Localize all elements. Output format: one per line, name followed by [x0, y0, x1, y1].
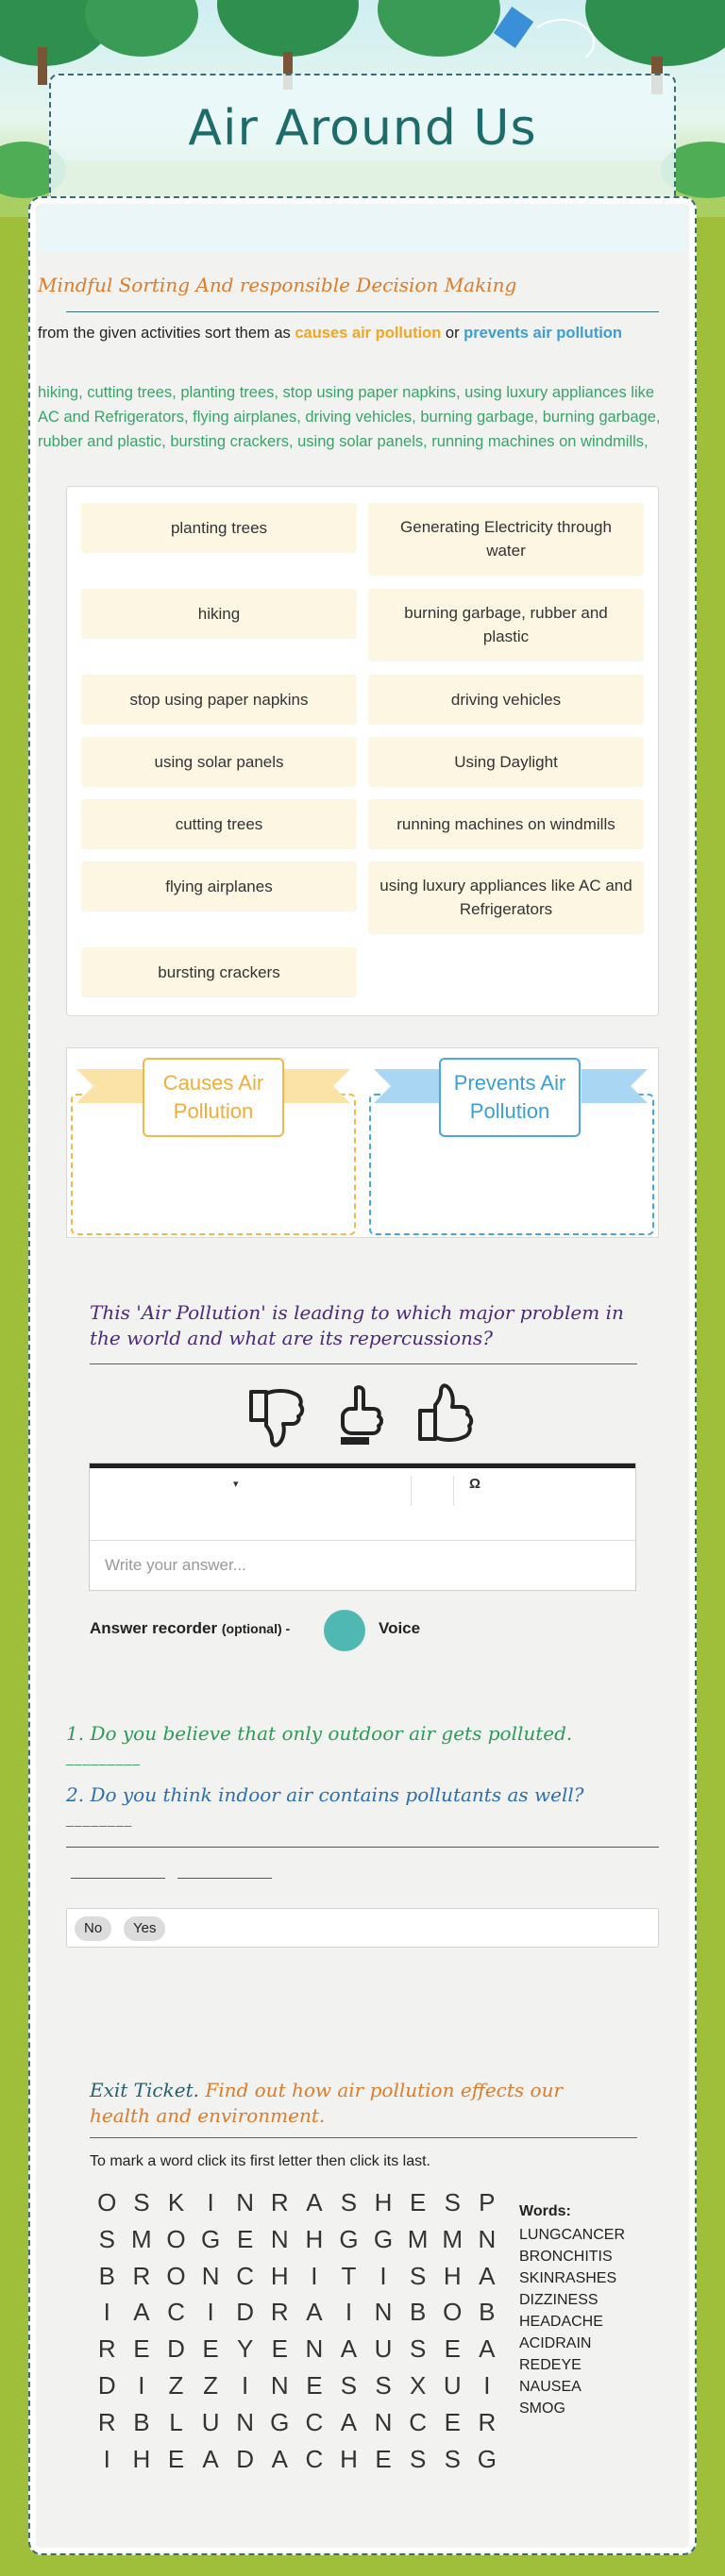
- sort-card[interactable]: cutting trees: [81, 799, 357, 848]
- voice-label: Voice: [379, 1619, 421, 1637]
- word-search-row: [90, 2294, 505, 2331]
- word-list-item: SKINRASHES: [519, 2270, 617, 2286]
- word-search-letter[interactable]: N: [478, 2224, 497, 2253]
- word-search-letter[interactable]: T: [341, 2261, 357, 2290]
- word-search-letter[interactable]: R: [270, 2188, 289, 2216]
- word-search-letter[interactable]: S: [133, 2188, 150, 2216]
- word-search-letter[interactable]: H: [305, 2224, 324, 2253]
- word-search-letter[interactable]: O: [97, 2188, 117, 2216]
- word-search-letter[interactable]: K: [167, 2188, 185, 2216]
- word-search-letter[interactable]: S: [340, 2370, 358, 2400]
- word-search-letter[interactable]: E: [271, 2334, 288, 2364]
- word-search-letter[interactable]: G: [200, 2224, 221, 2253]
- causes-term: causes air pollution: [295, 325, 442, 342]
- word-search-letter[interactable]: Z: [168, 2370, 184, 2400]
- word-search-letter[interactable]: A: [271, 2444, 288, 2473]
- sort-card[interactable]: Using Daylight: [368, 737, 644, 786]
- word-search-row: [90, 2258, 505, 2295]
- word-search-letter[interactable]: E: [167, 2444, 185, 2473]
- word-search-row: [90, 2221, 505, 2258]
- question-1: 1. Do you believe that only outdoor air gets polluted.: [66, 1722, 573, 1745]
- word-search-letter[interactable]: H: [340, 2444, 358, 2473]
- word-search-letter[interactable]: C: [167, 2298, 185, 2327]
- word-search-letter[interactable]: A: [202, 2444, 219, 2473]
- word-search-row: [90, 2184, 505, 2221]
- sort-card[interactable]: flying airplanes: [81, 861, 357, 911]
- word-search-letter[interactable]: S: [444, 2188, 461, 2216]
- word-list-item: BRONCHITIS: [519, 2249, 613, 2265]
- yes-no-choices: [66, 1908, 659, 1948]
- word-search-letter[interactable]: E: [444, 2407, 461, 2436]
- thumbs-down-icon[interactable]: [244, 1382, 310, 1448]
- word-search-letter[interactable]: P: [479, 2188, 496, 2216]
- exit-ticket-title: [90, 2078, 618, 2129]
- word-search-letter[interactable]: S: [98, 2224, 115, 2253]
- word-search-letter[interactable]: R: [97, 2334, 116, 2364]
- title-card: [49, 74, 676, 196]
- word-search-letter[interactable]: S: [409, 2261, 427, 2290]
- word-search-letter[interactable]: I: [103, 2444, 110, 2473]
- word-search-letter[interactable]: E: [133, 2334, 150, 2364]
- sorting-instructions: [38, 321, 661, 345]
- word-search-letter[interactable]: U: [374, 2334, 393, 2364]
- word-list-item: DIZZINESS: [519, 2292, 599, 2308]
- sorting-bins: [66, 1047, 659, 1238]
- sort-card[interactable]: using solar panels: [81, 737, 357, 786]
- page-title: Air Around Us: [188, 100, 537, 157]
- word-search-letter[interactable]: G: [373, 2224, 394, 2253]
- prevents-term: prevents air pollution: [464, 325, 622, 342]
- sort-card[interactable]: driving vehicles: [368, 675, 644, 724]
- answer-recorder-label: [90, 1619, 290, 1638]
- word-search-letter[interactable]: D: [97, 2370, 116, 2400]
- word-search-letter[interactable]: G: [339, 2224, 359, 2253]
- word-list-heading: Words:: [519, 2203, 571, 2219]
- answer-input[interactable]: Write your answer...: [105, 1556, 246, 1574]
- word-search-letter[interactable]: B: [98, 2261, 115, 2290]
- word-search-letter[interactable]: M: [131, 2224, 152, 2253]
- answer-blank-2[interactable]: [177, 1878, 272, 1879]
- question-1-dashes: _________: [66, 1750, 142, 1765]
- word-search-letter[interactable]: O: [166, 2224, 186, 2253]
- question-2: 2. Do you think indoor air contains pollutants as well?: [66, 1783, 584, 1806]
- word-search-letter[interactable]: L: [169, 2407, 183, 2436]
- word-search-grid: [90, 2184, 505, 2477]
- recorder-optional-text: (optional) -: [221, 1621, 291, 1636]
- exit-ticket-text: Find out how air pollution effects our health and environment.: [90, 2079, 564, 2127]
- answer-editor: [89, 1463, 636, 1591]
- word-search-letter[interactable]: D: [236, 2444, 255, 2473]
- word-list-item: HEADACHE: [519, 2314, 603, 2330]
- word-search-letter[interactable]: D: [167, 2334, 185, 2364]
- word-search-letter[interactable]: C: [409, 2407, 428, 2436]
- word-list-item: ACIDRAIN: [519, 2335, 592, 2351]
- word-search-letter[interactable]: R: [97, 2407, 116, 2436]
- sort-card[interactable]: burning garbage, rubber and plastic: [368, 589, 644, 661]
- intro-or: or: [441, 325, 464, 342]
- word-search-letter[interactable]: A: [306, 2298, 323, 2327]
- word-search-letter[interactable]: S: [409, 2444, 427, 2473]
- word-search-letter[interactable]: I: [207, 2188, 214, 2216]
- word-list: [519, 2203, 632, 2419]
- word-search-letter[interactable]: G: [270, 2407, 290, 2436]
- word-search-letter[interactable]: U: [201, 2407, 220, 2436]
- word-search-letter[interactable]: R: [132, 2261, 151, 2290]
- word-search-letter[interactable]: N: [236, 2407, 255, 2436]
- word-search-letter[interactable]: A: [479, 2334, 496, 2364]
- thumbs-up-icon[interactable]: [413, 1382, 479, 1448]
- word-search-letter[interactable]: Z: [203, 2370, 219, 2400]
- word-search-letter[interactable]: I: [379, 2261, 387, 2290]
- special-characters-button[interactable]: Ω: [469, 1476, 481, 1492]
- sort-card[interactable]: hiking: [81, 589, 357, 638]
- word-search-letter[interactable]: H: [374, 2188, 393, 2216]
- word-search-letter[interactable]: H: [443, 2261, 462, 2290]
- word-search-instruction: To mark a word click its first letter then click its last.: [90, 2153, 430, 2169]
- word-search-letter[interactable]: C: [236, 2261, 255, 2290]
- word-search-letter[interactable]: I: [103, 2298, 110, 2327]
- word-search-letter[interactable]: E: [237, 2224, 254, 2253]
- thumbs-sideways-icon[interactable]: [328, 1382, 394, 1448]
- word-search-letter[interactable]: R: [270, 2298, 289, 2327]
- word-list-item: NAUSEA: [519, 2379, 582, 2395]
- word-search-letter[interactable]: Y: [237, 2334, 254, 2364]
- editor-toolbar: [90, 1468, 635, 1541]
- word-search-letter[interactable]: E: [375, 2444, 392, 2473]
- word-search-letter[interactable]: A: [340, 2407, 358, 2436]
- word-search-letter[interactable]: C: [305, 2407, 324, 2436]
- intro-text: from the given activities sort them as: [38, 325, 295, 342]
- word-search-letter[interactable]: I: [345, 2298, 353, 2327]
- word-search-letter[interactable]: E: [202, 2334, 219, 2364]
- word-search-letter[interactable]: G: [477, 2444, 497, 2473]
- word-search-letter[interactable]: S: [340, 2188, 358, 2216]
- word-search-letter[interactable]: M: [442, 2224, 464, 2253]
- word-search-letter[interactable]: I: [311, 2261, 318, 2290]
- word-search-letter[interactable]: S: [375, 2370, 392, 2400]
- sort-card[interactable]: planting trees: [81, 503, 357, 552]
- word-search-letter[interactable]: A: [340, 2334, 358, 2364]
- word-search-letter[interactable]: I: [138, 2370, 145, 2400]
- word-search-letter[interactable]: N: [374, 2407, 393, 2436]
- word-search-letter[interactable]: A: [306, 2188, 323, 2216]
- word-search-letter[interactable]: N: [374, 2298, 393, 2327]
- word-search-letter[interactable]: I: [483, 2370, 491, 2400]
- word-search-letter[interactable]: I: [207, 2298, 214, 2327]
- font-dropdown[interactable]: ▾: [233, 1479, 239, 1490]
- word-search-letter[interactable]: N: [305, 2334, 324, 2364]
- word-search-letter[interactable]: R: [478, 2407, 497, 2436]
- sort-card[interactable]: using luxury appliances like AC and Refrigerators: [368, 861, 644, 933]
- exit-ticket-label: Exit Ticket.: [90, 2079, 199, 2101]
- word-search-letter[interactable]: E: [444, 2334, 461, 2364]
- word-search-letter[interactable]: B: [409, 2298, 427, 2327]
- word-list-item: LUNGCANCER: [519, 2227, 626, 2243]
- word-search-row: [90, 2404, 505, 2441]
- word-search-letter[interactable]: S: [409, 2334, 427, 2364]
- sort-card[interactable]: bursting crackers: [81, 947, 357, 996]
- yes-option[interactable]: Yes: [124, 1916, 165, 1941]
- word-list-item: SMOG: [519, 2400, 565, 2417]
- word-search-letter[interactable]: N: [201, 2261, 220, 2290]
- causes-bin-label: Causes Air Pollution: [143, 1058, 284, 1137]
- word-search-letter[interactable]: A: [133, 2298, 150, 2327]
- word-search-letter[interactable]: S: [444, 2444, 461, 2473]
- sort-card[interactable]: Generating Electricity through water: [368, 503, 644, 575]
- record-voice-button[interactable]: [324, 1610, 365, 1651]
- word-search-letter[interactable]: I: [242, 2370, 249, 2400]
- word-search-letter[interactable]: U: [443, 2370, 462, 2400]
- word-search-letter[interactable]: M: [407, 2224, 429, 2253]
- word-search-letter[interactable]: E: [306, 2370, 323, 2400]
- word-search-letter[interactable]: C: [305, 2444, 324, 2473]
- word-search-letter[interactable]: A: [479, 2261, 496, 2290]
- word-search-letter[interactable]: E: [409, 2188, 427, 2216]
- sort-card[interactable]: running machines on windmills: [368, 799, 644, 848]
- prevents-bin-label: Prevents Air Pollution: [439, 1058, 581, 1137]
- word-search-letter[interactable]: D: [236, 2298, 255, 2327]
- word-search-letter[interactable]: B: [479, 2298, 496, 2327]
- recorder-label-text: Answer recorder: [90, 1619, 218, 1637]
- no-option[interactable]: No: [75, 1916, 111, 1941]
- word-search-letter[interactable]: H: [132, 2444, 151, 2473]
- word-list-item: REDEYE: [519, 2357, 582, 2373]
- activities-list: hiking, cutting trees, planting trees, stop using paper napkins, using luxury appliances like AC and Refrigerators, flying airplanes, driving vehicles, burning garbage, burning garbage, rubber and plastic, bursting crackers, using solar panels, running machines on windmills,: [38, 384, 661, 450]
- word-search-letter[interactable]: X: [409, 2370, 427, 2400]
- answer-blank-1[interactable]: [71, 1878, 165, 1879]
- word-search-letter[interactable]: O: [166, 2261, 186, 2290]
- word-search-letter[interactable]: B: [133, 2407, 150, 2436]
- word-search-letter[interactable]: H: [270, 2261, 289, 2290]
- word-search-letter[interactable]: O: [443, 2298, 463, 2327]
- question-title: This 'Air Pollution' is leading to which major problem in the world and what are its repercussions?: [90, 1301, 624, 1349]
- word-search-letter[interactable]: N: [270, 2224, 289, 2253]
- word-search-row: [90, 2331, 505, 2367]
- question-2-dashes: ________: [66, 1812, 133, 1827]
- word-search-letter[interactable]: N: [270, 2370, 289, 2400]
- sort-card[interactable]: stop using paper napkins: [81, 675, 357, 724]
- word-search-letter[interactable]: N: [236, 2188, 255, 2216]
- word-search-row: [90, 2441, 505, 2478]
- word-search-row: [90, 2367, 505, 2404]
- sorting-heading: Mindful Sorting And responsible Decision Making: [38, 274, 517, 296]
